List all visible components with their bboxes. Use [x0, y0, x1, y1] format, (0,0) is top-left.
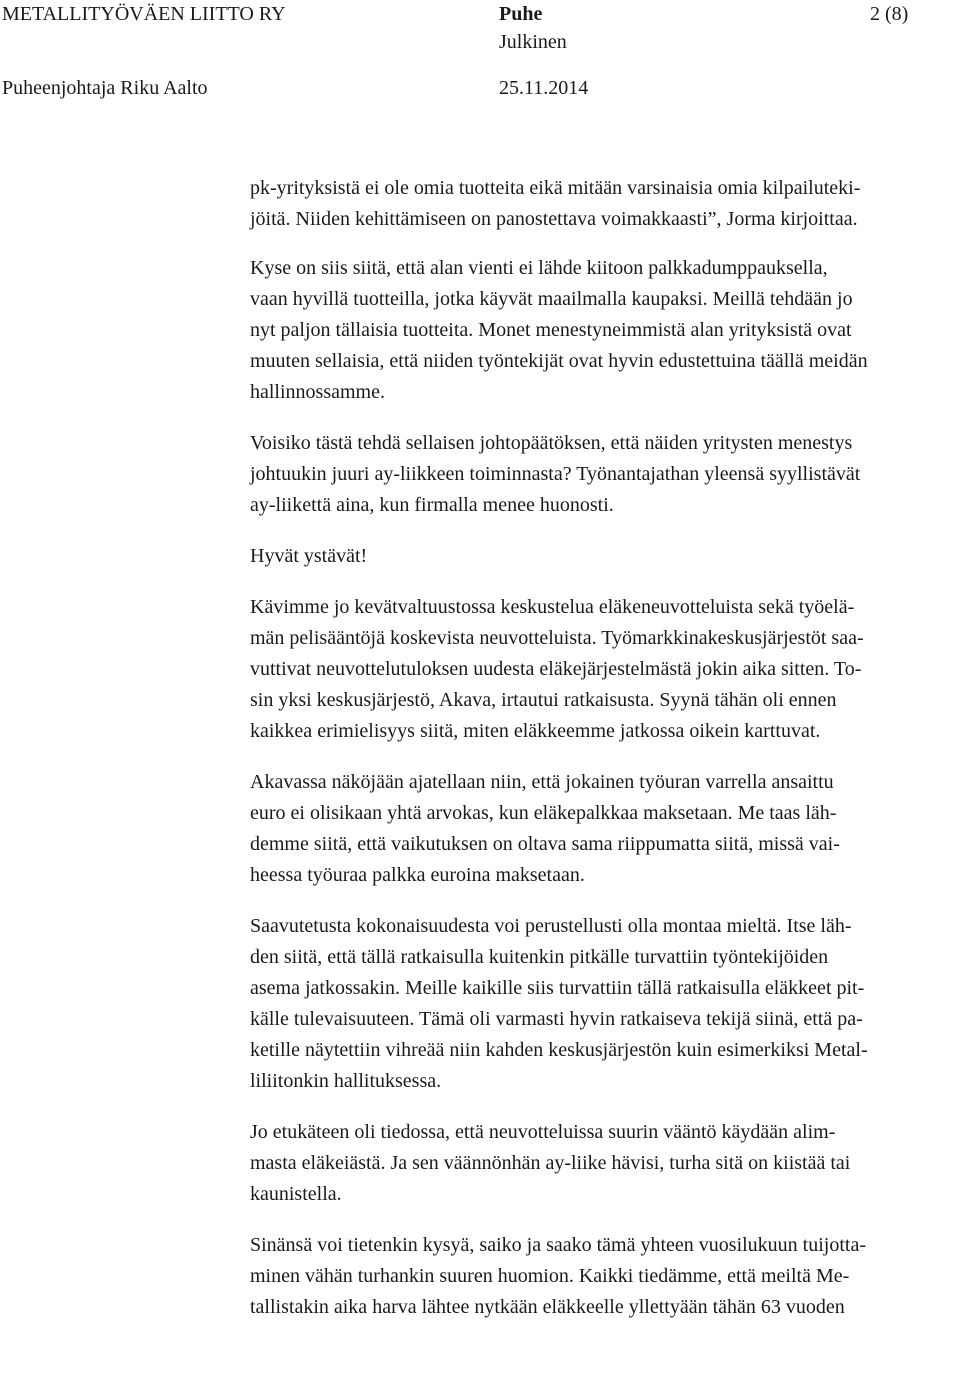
text-line: minen vähän turhankin suuren huomion. Kaikki tiedämme, että meiltä Me- — [250, 1265, 850, 1287]
text-line: ketille näytettiin vihreää niin kahden keskusjärjestön kuin esimerkiksi Metal- — [250, 1039, 868, 1061]
page-number: 2 (8) — [870, 3, 909, 25]
text-line: pk-yrityksistä ei ole omia tuotteita eikä mitään varsinaisia omia kilpailuteki- — [250, 177, 861, 199]
paragraph — [250, 541, 956, 572]
text-line: demme siitä, että vaikutuksen on oltava sama riippumatta siitä, missä vai- — [250, 833, 840, 855]
text-line: masta eläkeiästä. Ja sen väännönhän ay-liike hävisi, turha sitä on kiistää tai — [250, 1152, 851, 1174]
text-line: jöitä. Niiden kehittämiseen on panostettava voimakkaasti”, Jorma kirjoittaa. — [250, 208, 858, 230]
text-line: vuttivat neuvottelutuloksen uudesta eläkejärjestelmästä jokin aika sitten. To- — [250, 658, 862, 680]
text-line: nyt paljon tällaisia tuotteita. Monet menestyneimmistä alan yrityksistä ovat — [250, 319, 852, 341]
text-line: heessa työuraa palkka euroina maksetaan. — [250, 864, 585, 886]
paragraph — [250, 767, 956, 891]
paragraph — [250, 592, 956, 747]
author-line: Puheenjohtaja Riku Aalto — [2, 77, 208, 99]
text-line: Sinänsä voi tietenkin kysyä, saiko ja saako tämä yhteen vuosilukuun tuijotta- — [250, 1234, 866, 1256]
text-line: sin yksi keskusjärjestö, Akava, irtautui ratkaisusta. Syynä tähän oli ennen — [250, 689, 837, 711]
classification-label: Julkinen — [499, 31, 567, 53]
page-header — [0, 0, 960, 110]
text-line: Kävimme jo kevätvaltuustossa keskustelua eläkeneuvotteluista sekä työelä- — [250, 596, 855, 618]
paragraph — [250, 253, 956, 408]
text-line: kaikkea erimielisyys siitä, miten eläkkeemme jatkossa oikein karttuvat. — [250, 720, 821, 742]
text-line: Jo etukäteen oli tiedossa, että neuvotteluissa suurin vääntö käydään alim- — [250, 1121, 836, 1143]
paragraph — [250, 428, 956, 521]
text-line: liliitonkin hallituksessa. — [250, 1070, 442, 1092]
text-line: Saavutetusta kokonaisuudesta voi perustellusti olla montaa mieltä. Itse läh- — [250, 915, 852, 937]
text-line: johtuukin juuri ay-liikkeen toiminnasta? Työnantajathan yleensä syyllistävät — [250, 463, 861, 485]
text-line: män pelisääntöjä koskevista neuvotteluista. Työmarkkinakeskusjärjestöt saa- — [250, 627, 864, 649]
paragraph — [250, 1117, 956, 1210]
document-type: Puhe — [499, 3, 543, 25]
text-line: tallistakin aika harva lähtee nytkään eläkkeelle yllettyään tähän 63 vuoden — [250, 1296, 845, 1318]
text-line: Kyse on siis siitä, että alan vienti ei lähde kiitoon palkkadumppauksella, — [250, 257, 828, 279]
text-line: ay-liikettä aina, kun firmalla menee huonosti. — [250, 494, 614, 516]
paragraph — [250, 1230, 956, 1323]
text-line: Voisiko tästä tehdä sellaisen johtopäätöksen, että näiden yritysten menestys — [250, 432, 853, 454]
document-date: 25.11.2014 — [499, 77, 589, 99]
text-line: Akavassa näköjään ajatellaan niin, että jokainen työuran varrella ansaittu — [250, 771, 834, 793]
text-line: muuten sellaisia, että niiden työntekijät ovat hyvin edustettuina täällä meidän — [250, 350, 868, 372]
text-line: asema jatkossakin. Meille kaikille siis turvattiin tällä ratkaisulla eläkkeet pit- — [250, 977, 865, 999]
paragraph — [250, 173, 956, 235]
text-line: källe tulevaisuuteen. Tämä oli varmasti hyvin ratkaiseva tekijä siinä, että pa- — [250, 1008, 863, 1030]
text-line: hallinnossamme. — [250, 381, 385, 403]
organization-name: METALLITYÖVÄEN LIITTO RY — [2, 3, 286, 25]
text-line: den siitä, että tällä ratkaisulla kuitenkin pitkälle turvattiin työntekijöiden — [250, 946, 829, 968]
paragraph — [250, 911, 956, 1097]
text-line: Hyvät ystävät! — [250, 545, 368, 567]
text-line: kaunistella. — [250, 1183, 342, 1205]
text-line: euro ei olisikaan yhtä arvokas, kun eläkepalkkaa maksetaan. Me taas läh- — [250, 802, 837, 824]
speech-body — [250, 173, 956, 1343]
text-line: vaan hyvillä tuotteilla, jotka käyvät maailmalla kaupaksi. Meillä tehdään jo — [250, 288, 853, 310]
